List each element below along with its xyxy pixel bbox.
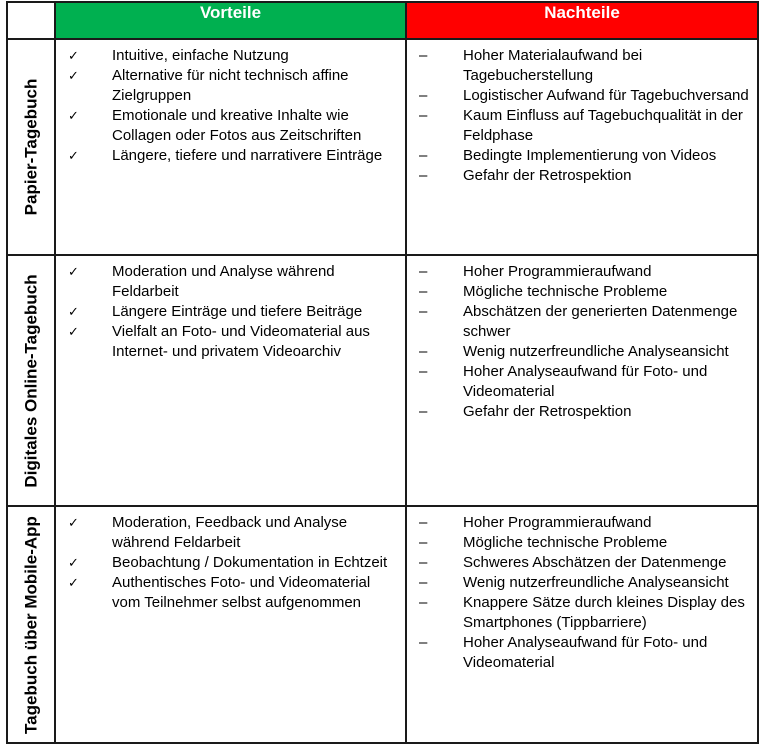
con-item <box>407 106 757 146</box>
pro-item <box>56 573 405 613</box>
item-text: Moderation und Analyse während Feldarbeit <box>112 263 335 300</box>
checkmark-icon: ✓ <box>68 575 79 590</box>
item-text: Hoher Programmieraufwand <box>463 514 652 531</box>
item-text: Längere, tiefere und narrativere Einträge <box>112 147 383 164</box>
item-text: Gefahr der Retrospektion <box>463 403 632 420</box>
row-label: Tagebuch über Mobile-App <box>21 515 41 734</box>
cons-cell <box>406 506 758 743</box>
pro-item <box>56 66 405 106</box>
item-text: Moderation, Feedback und Analyse während Feldarbeit <box>112 514 348 551</box>
item-text: Hoher Programmieraufwand <box>463 263 652 280</box>
table-row-mobile <box>7 506 758 743</box>
comparison-table <box>6 1 759 744</box>
con-item <box>407 302 757 342</box>
con-item <box>407 553 757 573</box>
con-item <box>407 362 757 402</box>
item-text: Kaum Einfluss auf Tagebuchqualität in der Feldphase <box>463 107 743 144</box>
pros-cell <box>55 255 406 506</box>
con-item <box>407 146 757 166</box>
pro-item <box>56 146 405 166</box>
item-text: Mögliche technische Probleme <box>463 534 668 551</box>
checkmark-icon: ✓ <box>68 324 79 339</box>
pros-cell <box>55 506 406 743</box>
dash-icon: – <box>419 403 428 420</box>
pro-item <box>56 302 405 322</box>
con-item <box>407 86 757 106</box>
item-text: Mögliche technische Probleme <box>463 283 668 300</box>
con-item <box>407 633 757 673</box>
checkmark-icon: ✓ <box>68 555 79 570</box>
pro-item <box>56 46 405 66</box>
item-text: Emotionale und kreative Inhalte wie Collagen oder Fotos aus Zeitschriften <box>112 107 362 144</box>
cons-header: Nachteile <box>406 2 758 39</box>
item-text: Schweres Abschätzen der Datenmenge <box>463 554 727 571</box>
row-label-cell <box>7 506 55 743</box>
checkmark-icon: ✓ <box>68 515 79 530</box>
dash-icon: – <box>419 343 428 360</box>
dash-icon: – <box>419 594 428 611</box>
pro-item <box>56 322 405 362</box>
dash-icon: – <box>419 147 428 164</box>
con-item <box>407 573 757 593</box>
dash-icon: – <box>419 107 428 124</box>
item-text: Hoher Analyseaufwand für Foto- und Videomaterial <box>463 363 708 400</box>
item-text: Hoher Analyseaufwand für Foto- und Videomaterial <box>463 634 708 671</box>
dash-icon: – <box>419 47 428 64</box>
pro-item <box>56 262 405 302</box>
dash-icon: – <box>419 283 428 300</box>
item-text: Logistischer Aufwand für Tagebuchversand <box>463 87 749 104</box>
table-row-online <box>7 255 758 506</box>
corner-cell <box>7 2 55 39</box>
item-text: Knappere Sätze durch kleines Display des Smartphones (Tippbarriere) <box>463 594 745 631</box>
dash-icon: – <box>419 514 428 531</box>
checkmark-icon: ✓ <box>68 264 79 279</box>
cons-cell <box>406 255 758 506</box>
pro-item <box>56 553 405 573</box>
dash-icon: – <box>419 87 428 104</box>
cons-cell <box>406 39 758 255</box>
item-text: Abschätzen der generierten Datenmenge schwer <box>463 303 738 340</box>
con-item <box>407 262 757 282</box>
row-label-cell <box>7 255 55 506</box>
checkmark-icon: ✓ <box>68 148 79 163</box>
header-row <box>7 2 758 39</box>
item-text: Beobachtung / Dokumentation in Echtzeit <box>112 554 388 571</box>
item-text: Intuitive, einfache Nutzung <box>112 47 289 64</box>
con-item <box>407 513 757 533</box>
table-row-paper <box>7 39 758 255</box>
con-item <box>407 593 757 633</box>
item-text: Gefahr der Retrospektion <box>463 167 632 184</box>
con-item <box>407 402 757 422</box>
con-item <box>407 46 757 86</box>
con-item <box>407 342 757 362</box>
dash-icon: – <box>419 634 428 651</box>
con-item <box>407 166 757 186</box>
pro-item <box>56 106 405 146</box>
dash-icon: – <box>419 303 428 320</box>
checkmark-icon: ✓ <box>68 68 79 83</box>
checkmark-icon: ✓ <box>68 108 79 123</box>
checkmark-icon: ✓ <box>68 304 79 319</box>
dash-icon: – <box>419 554 428 571</box>
dash-icon: – <box>419 363 428 380</box>
item-text: Authentisches Foto- und Videomaterial vom Teilnehmer selbst aufgenommen <box>112 574 371 611</box>
item-text: Wenig nutzerfreundliche Analyseansicht <box>463 343 729 360</box>
item-text: Wenig nutzerfreundliche Analyseansicht <box>463 574 729 591</box>
item-text: Vielfalt an Foto- und Videomaterial aus Internet- und privatem Videoarchiv <box>112 323 370 360</box>
row-label-cell <box>7 39 55 255</box>
dash-icon: – <box>419 167 428 184</box>
pro-item <box>56 513 405 553</box>
con-item <box>407 533 757 553</box>
item-text: Bedingte Implementierung von Videos <box>463 147 717 164</box>
pros-header: Vorteile <box>55 2 406 39</box>
dash-icon: – <box>419 263 428 280</box>
dash-icon: – <box>419 534 428 551</box>
item-text: Alternative für nicht technisch affine Zielgruppen <box>112 67 349 104</box>
item-text: Hoher Materialaufwand bei Tagebucherstellung <box>463 47 643 84</box>
row-label: Digitales Online-Tagebuch <box>21 273 41 488</box>
item-text: Längere Einträge und tiefere Beiträge <box>112 303 363 320</box>
pros-cell <box>55 39 406 255</box>
con-item <box>407 282 757 302</box>
checkmark-icon: ✓ <box>68 48 79 63</box>
row-label: Papier-Tagebuch <box>21 78 41 216</box>
dash-icon: – <box>419 574 428 591</box>
